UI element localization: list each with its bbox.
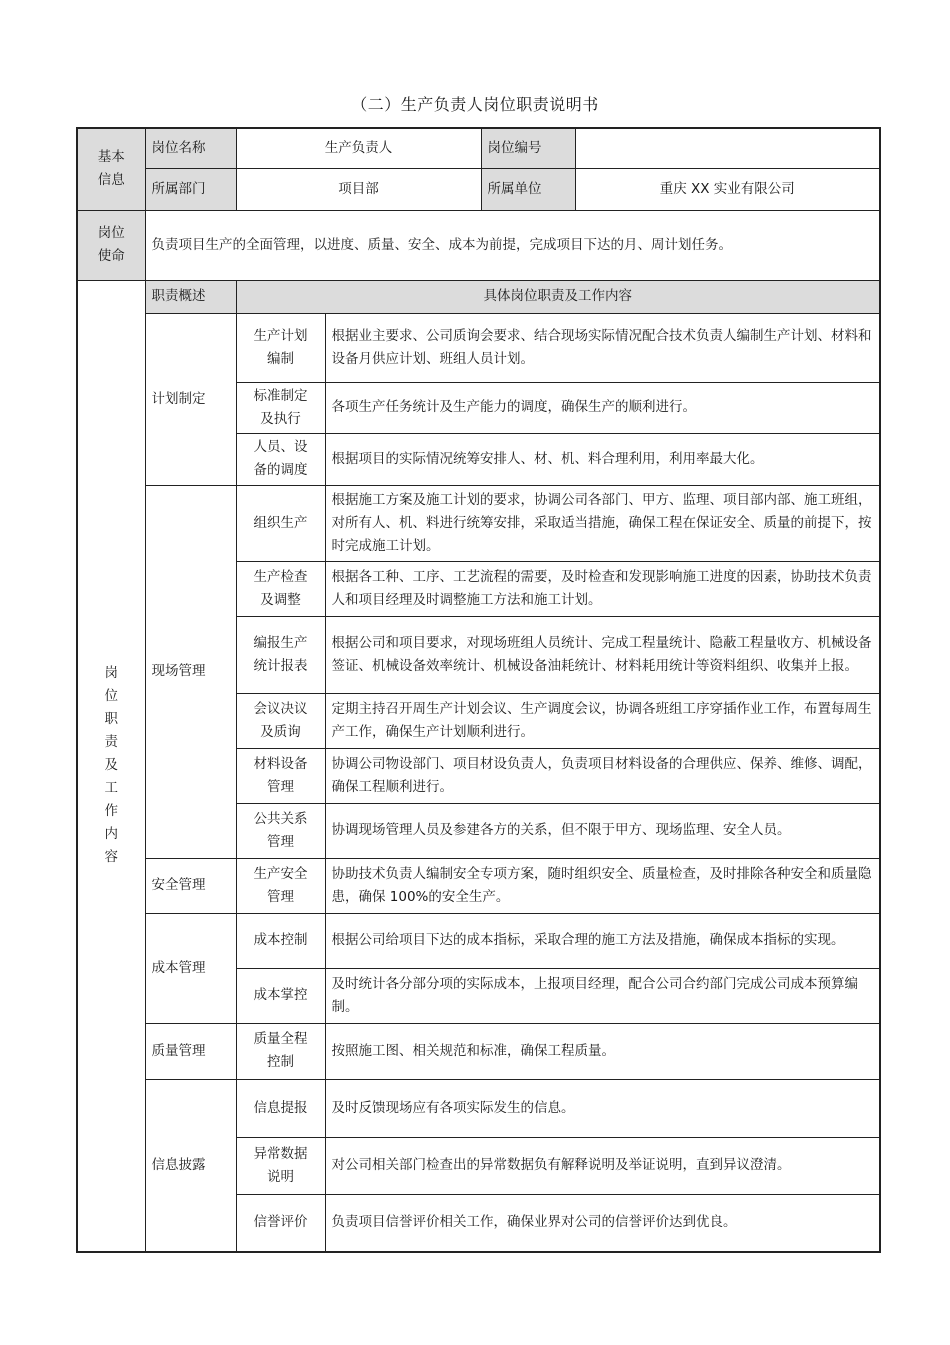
post-name-label: 岗位名称 [145, 128, 236, 168]
duty-overview-header: 职责概述 [145, 280, 236, 313]
mission-label: 岗位 使命 [77, 210, 145, 280]
duty-sub-item: 编报生产 统计报表 [236, 616, 325, 693]
duties-section-char: 位 [104, 688, 118, 705]
duty-row [77, 313, 880, 382]
duty-group-name: 现场管理 [145, 485, 236, 858]
unit-label: 所属单位 [481, 168, 575, 210]
duty-sub-item: 会议决议 及质询 [236, 693, 325, 748]
duty-description: 根据各工种、工序、工艺流程的需要，及时检查和发现影响施工进度的因素，协助技术负责人和项目经理及时调整施工方法和施工计划。 [325, 561, 880, 616]
duty-sub-item: 生产检查 及调整 [236, 561, 325, 616]
duty-row [77, 485, 880, 561]
job-description-table [76, 127, 881, 1253]
duty-sub-item: 信息提报 [236, 1079, 325, 1137]
duty-group-name: 安全管理 [145, 858, 236, 913]
duty-description: 根据业主要求、公司质询会要求、结合现场实际情况配合技术负责人编制生产计划、材料和设备月供应计划、班组人员计划。 [325, 313, 880, 382]
duty-description: 根据施工方案及施工计划的要求，协调公司各部门、甲方、监理、项目部内部、施工班组，对所有人、机、料进行统筹安排，采取适当措施，确保工程在保证安全、质量的前提下，按时完成施工计划。 [325, 485, 880, 561]
duties-section-char: 容 [104, 849, 118, 866]
dept-value: 项目部 [236, 168, 481, 210]
duty-sub-item: 质量全程 控制 [236, 1023, 325, 1079]
duty-row [77, 858, 880, 913]
duties-section-char: 作 [104, 803, 118, 820]
duties-section-char: 工 [104, 780, 118, 797]
duty-detail-header: 具体岗位职责及工作内容 [236, 280, 880, 313]
duty-description: 及时统计各分部分项的实际成本，上报项目经理，配合公司合约部门完成公司成本预算编制。 [325, 968, 880, 1023]
duty-description: 根据公司和项目要求，对现场班组人员统计、完成工程量统计、隐蔽工程量收方、机械设备签证、机械设备效率统计、机械设备油耗统计、材料耗用统计等资料组织、收集并上报。 [325, 616, 880, 693]
duty-row [77, 1023, 880, 1079]
unit-value: 重庆 XX 实业有限公司 [575, 168, 880, 210]
duty-description: 协调公司物设部门、项目材设负责人，负责项目材料设备的合理供应、保养、维修、调配，确保工程顺利进行。 [325, 748, 880, 803]
duties-section-char: 岗 [104, 665, 118, 682]
basic-info-label: 基本 信息 [77, 128, 145, 210]
duty-group-name: 质量管理 [145, 1023, 236, 1079]
duty-sub-item: 标准制定 及执行 [236, 382, 325, 433]
duty-sub-item: 信誉评价 [236, 1194, 325, 1252]
mission-text: 负责项目生产的全面管理，以进度、质量、安全、成本为前提，完成项目下达的月、周计划任务。 [145, 210, 880, 280]
duties-section-label [77, 280, 145, 1252]
duty-sub-item: 生产安全 管理 [236, 858, 325, 913]
duty-description: 对公司相关部门检查出的异常数据负有解释说明及举证说明，直到异议澄清。 [325, 1137, 880, 1194]
duty-sub-item: 异常数据 说明 [236, 1137, 325, 1194]
duty-sub-item: 生产计划 编制 [236, 313, 325, 382]
duty-group-name: 计划制定 [145, 313, 236, 485]
duty-sub-item: 公共关系 管理 [236, 803, 325, 858]
duty-description: 按照施工图、相关规范和标准，确保工程质量。 [325, 1023, 880, 1079]
duty-row [77, 1079, 880, 1137]
post-no-label: 岗位编号 [481, 128, 575, 168]
document-title: （二）生产负责人岗位职责说明书 [351, 95, 599, 114]
duty-row [77, 913, 880, 968]
duty-description: 协助技术负责人编制安全专项方案，随时组织安全、质量检查，及时排除各种安全和质量隐患，确保 100%的安全生产。 [325, 858, 880, 913]
duty-description: 及时反馈现场应有各项实际发生的信息。 [325, 1079, 880, 1137]
duty-group-name: 成本管理 [145, 913, 236, 1023]
duty-description: 负责项目信誉评价相关工作，确保业界对公司的信誉评价达到优良。 [325, 1194, 880, 1252]
duty-group-name: 信息披露 [145, 1079, 236, 1252]
duty-description: 定期主持召开周生产计划会议、生产调度会议，协调各班组工序穿插作业工作，布置每周生产工作，确保生产计划顺利进行。 [325, 693, 880, 748]
duties-section-char: 内 [104, 826, 118, 843]
duty-description: 根据项目的实际情况统筹安排人、材、机、料合理利用，利用率最大化。 [325, 433, 880, 485]
duty-sub-item: 人员、设 备的调度 [236, 433, 325, 485]
duties-section-char: 及 [104, 757, 118, 774]
post-name-value: 生产负责人 [236, 128, 481, 168]
duty-sub-item: 成本控制 [236, 913, 325, 968]
duties-section-char: 责 [104, 734, 118, 751]
duty-sub-item: 成本掌控 [236, 968, 325, 1023]
duty-description: 各项生产任务统计及生产能力的调度，确保生产的顺利进行。 [325, 382, 880, 433]
post-no-value [575, 128, 880, 168]
duty-sub-item: 组织生产 [236, 485, 325, 561]
duty-description: 协调现场管理人员及参建各方的关系，但不限于甲方、现场监理、安全人员。 [325, 803, 880, 858]
dept-label: 所属部门 [145, 168, 236, 210]
duties-section-char: 职 [104, 711, 118, 728]
duty-sub-item: 材料设备 管理 [236, 748, 325, 803]
duty-description: 根据公司给项目下达的成本指标，采取合理的施工方法及措施，确保成本指标的实现。 [325, 913, 880, 968]
